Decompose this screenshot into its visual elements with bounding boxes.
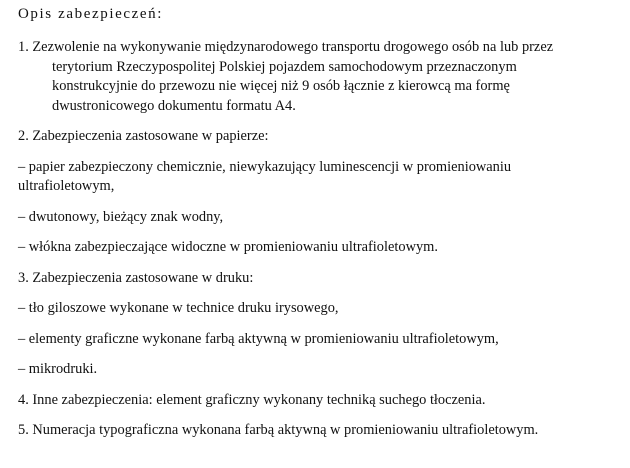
paragraph-line: konstrukcyjnie do przewozu nie więcej niż 9 osób łącznie z kierowcą ma formę bbox=[52, 78, 510, 94]
list-item-uv-graphics: – elementy graficzne wykonane farbą aktywną w promieniowaniu ultrafioletowym, bbox=[18, 330, 499, 347]
section-numbering: 5. Numeracja typograficzna wykonana farbą aktywną w promieniowaniu ultrafioletowym. bbox=[18, 422, 539, 438]
section-other-security: 4. Inne zabezpieczenia: element graficzny wykonany techniką suchego tłoczenia. bbox=[18, 391, 486, 408]
document-body bbox=[18, 5, 618, 452]
list-item-microprint: – mikrodruki. bbox=[18, 361, 98, 377]
section-heading-print: 3. Zabezpieczenia zastosowane w druku: bbox=[18, 269, 254, 286]
list-item-watermark: – dwutonowy, bieżący znak wodny, bbox=[18, 208, 224, 225]
paragraph-line: – papier zabezpieczony chemicznie, niewykazujący luminescencji w promieniowaniu bbox=[18, 158, 512, 175]
paragraph-line: 1. Zezwolenie na wykonywanie międzynarodowego transportu drogowego osób na lub przez bbox=[18, 39, 554, 55]
paragraph-line: terytorium Rzeczypospolitej Polskiej pojazdem samochodowym przeznaczonym bbox=[52, 58, 517, 75]
section-heading-paper: 2. Zabezpieczenia zastosowane w papierze: bbox=[18, 128, 269, 144]
list-item-chemical-paper bbox=[18, 158, 618, 197]
list-item-guilloche: – tło giloszowe wykonane w technice druku irysowego, bbox=[18, 300, 339, 316]
list-item-fibers: – włókna zabezpieczające widoczne w promieniowaniu ultrafioletowym. bbox=[18, 239, 438, 255]
paragraph-line: ultrafioletowym, bbox=[18, 178, 115, 194]
paragraph-line: dwustronicowego dokumentu formatu A4. bbox=[52, 97, 296, 114]
document-title: Opis zabezpieczeń: bbox=[18, 6, 163, 22]
paragraph-permit-description bbox=[18, 38, 618, 116]
